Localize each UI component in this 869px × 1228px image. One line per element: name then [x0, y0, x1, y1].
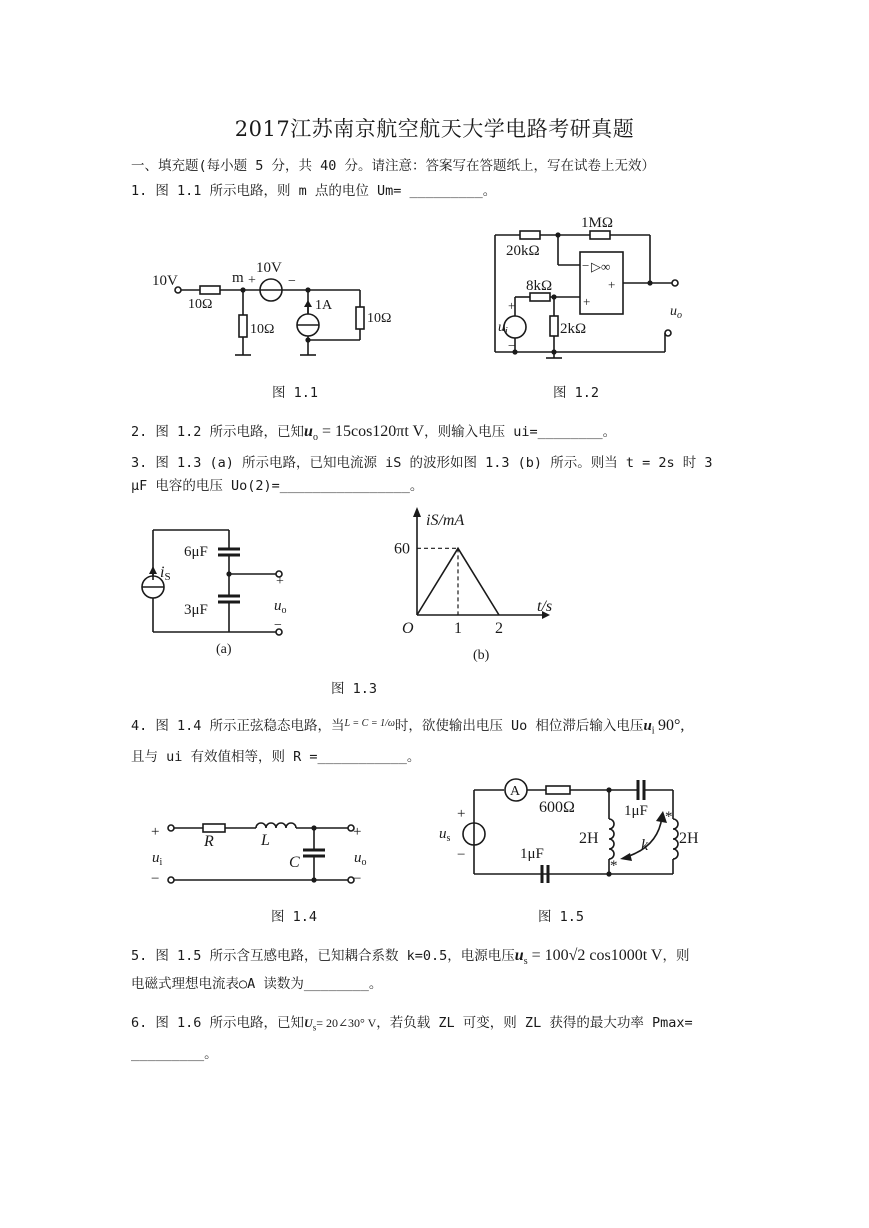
figure-1-3a — [136, 522, 306, 666]
question-4-line-2: 且与 ui 有效值相等，则 R =___________。 — [131, 749, 421, 765]
q6-formula: = 20∠30° V — [316, 1016, 377, 1030]
y-axis-arrow — [413, 507, 421, 517]
us-minus: − — [457, 847, 466, 863]
uo-sub-14: o — [361, 857, 367, 868]
q4-mid: 时，欲使输出电压 Uo 相位滞后输入电压 — [394, 718, 644, 734]
feedback-resistor-label: 1MΩ — [581, 215, 613, 231]
input-voltage-label: 10V — [152, 273, 178, 289]
svg-text:ui — [498, 320, 508, 337]
source-voltage-label: 10V — [256, 260, 282, 276]
caption-fig-1-1: 图 1.1 — [272, 385, 319, 401]
q5-var-sub: s — [523, 956, 528, 968]
x-tick-label: O — [402, 620, 414, 637]
inductor-right-label: 2H — [679, 830, 699, 847]
q5-post: ，则 — [662, 948, 690, 964]
resistor-600-label: 600Ω — [539, 799, 575, 816]
question-3-line-1: 3. 图 1.3 (a) 所示电路，已知电流源 iS 的波形如图 1.3 (b) 所示。则当 t = 2s 时 3 — [131, 455, 713, 471]
question-6-line-1 — [131, 1011, 693, 1032]
coupling-k-label: k — [641, 837, 649, 854]
capacitor-top-label: 1μF — [624, 803, 648, 819]
q6-var-sub: s — [312, 1022, 317, 1033]
q4-angle: 90°, — [657, 717, 685, 734]
uo-var-a: u — [274, 598, 282, 614]
sub-caption-a: (a) — [216, 642, 232, 657]
dot-right: * — [665, 809, 673, 825]
q5-formula: = 100√2 cos1000t V — [531, 947, 663, 964]
opamp-symbol: ▷∞ — [591, 259, 611, 274]
capacitor-3uf-label: 3μF — [184, 602, 208, 618]
q5-pre: 5. 图 1.5 所示含互感电路，已知耦合系数 k=0.5，电源电压 — [131, 948, 515, 964]
page-title: 2017江苏南京航空航天大学电路考研真题 — [234, 117, 635, 141]
uo-plus: + — [276, 574, 284, 589]
ammeter-label: A — [510, 784, 521, 799]
figure-1-1 — [140, 255, 410, 369]
is-var: i — [160, 564, 165, 581]
question-5-line-2: 电磁式理想电流表○A 读数为________。 — [131, 976, 383, 992]
question-5-line-1 — [131, 944, 689, 967]
q4-var-sub: i — [651, 725, 655, 737]
in-plus: + — [151, 824, 160, 840]
q2-var: u — [304, 423, 313, 440]
svg-text:uo — [354, 850, 367, 868]
input-resistor-label: 20kΩ — [506, 243, 540, 259]
capacitor-bottom-label: 1μF — [520, 846, 544, 862]
q2-pre: 2. 图 1.2 所示电路，已知 — [131, 424, 305, 440]
series-resistor-label: 8kΩ — [526, 278, 553, 294]
q2-formula: = 15cos120πt V — [321, 423, 425, 440]
section-heading: 一、填充题(每小题 5 分，共 40 分。请注意：答案写在答题纸上，写在试卷上无效） — [131, 158, 656, 174]
current-source-label: 1A — [315, 298, 333, 313]
source-plus: + — [508, 298, 516, 313]
resistor-2-label: 10Ω — [250, 322, 275, 337]
ui-sub-14: i — [159, 857, 163, 868]
resistor-r-label: R — [204, 833, 214, 850]
question-1: 1. 图 1.1 所示电路，则 m 点的电位 Um= _________。 — [131, 183, 497, 199]
plus-sign: + — [248, 273, 256, 288]
question-3-line-2: μF 电容的电压 Uo(2)=________________。 — [131, 478, 424, 494]
svg-text:us — [439, 826, 451, 844]
inductor-left-label: 2H — [579, 830, 599, 847]
ui-var-14: u — [152, 850, 160, 866]
uo-sub: o — [677, 310, 682, 321]
svg-text:uo — [274, 598, 287, 616]
x-tick-label: 1 — [454, 620, 462, 637]
us-sub: s — [446, 833, 451, 844]
dot-left: * — [610, 858, 618, 874]
source-minus: − — [508, 338, 516, 353]
capacitor-6uf-label: 6μF — [184, 544, 208, 560]
is-sub: S — [164, 571, 171, 583]
ui-var: u — [498, 320, 505, 335]
question-2 — [131, 420, 616, 443]
q5-var: u — [514, 947, 524, 964]
out-plus: + — [353, 824, 362, 840]
capacitor-c-label: C — [289, 854, 300, 871]
y-tick-label: 60 — [394, 540, 410, 558]
us-plus: + — [457, 806, 466, 822]
question-6-line-2: _________。 — [131, 1046, 218, 1062]
figure-1-5 — [436, 777, 716, 896]
svg-text:ui — [152, 850, 163, 868]
uo-var: u — [670, 304, 677, 319]
svg-text:iS — [160, 564, 171, 583]
opamp-in-plus: + — [583, 294, 591, 309]
q2-post: ，则输入电压 ui=________。 — [424, 424, 617, 440]
out-minus: − — [353, 871, 362, 887]
figure-1-2 — [490, 210, 690, 364]
q4-var: u — [643, 718, 652, 734]
caption-fig-1-2: 图 1.2 — [553, 385, 600, 401]
q6-pre: 6. 图 1.6 所示电路，已知 — [131, 1015, 305, 1031]
sub-caption-b: (b) — [473, 648, 490, 663]
inductor-l-label: L — [261, 832, 270, 849]
uo-minus: − — [274, 618, 282, 633]
caption-fig-1-5: 图 1.5 — [538, 909, 585, 925]
figure-1-3b — [394, 503, 574, 667]
resistor-3-label: 10Ω — [367, 311, 392, 326]
uo-sub-a: o — [281, 605, 287, 616]
opamp-minus: − — [582, 258, 590, 273]
opamp-plus: + — [608, 277, 616, 292]
svg-text:uo — [670, 304, 682, 321]
x-axis-label: t/s — [537, 598, 553, 615]
ground-resistor-label: 2kΩ — [560, 321, 587, 337]
ui-sub: i — [505, 326, 508, 337]
minus-sign: − — [288, 274, 296, 289]
y-axis-label: iS/mA — [426, 512, 465, 529]
uo-var-14: u — [354, 850, 362, 866]
x-tick-label: 2 — [495, 620, 503, 637]
q4-pre: 4. 图 1.4 所示正弦稳态电路，当 — [131, 718, 345, 734]
us-var: u — [439, 826, 447, 842]
question-4-line-1 — [131, 714, 684, 737]
resistor-1-label: 10Ω — [188, 297, 213, 312]
caption-fig-1-3: 图 1.3 — [331, 681, 378, 697]
q4-condition: L = C = 1/ω — [344, 718, 395, 729]
figure-1-4 — [148, 815, 378, 899]
node-m-label: m — [232, 270, 244, 286]
q6-post: ，若负载 ZL 可变，则 ZL 获得的最大功率 Pmax= — [376, 1015, 693, 1031]
q6-var: U — [304, 1016, 313, 1030]
caption-fig-1-4: 图 1.4 — [271, 909, 318, 925]
q2-var-sub: o — [312, 432, 318, 444]
in-minus: − — [151, 871, 160, 887]
